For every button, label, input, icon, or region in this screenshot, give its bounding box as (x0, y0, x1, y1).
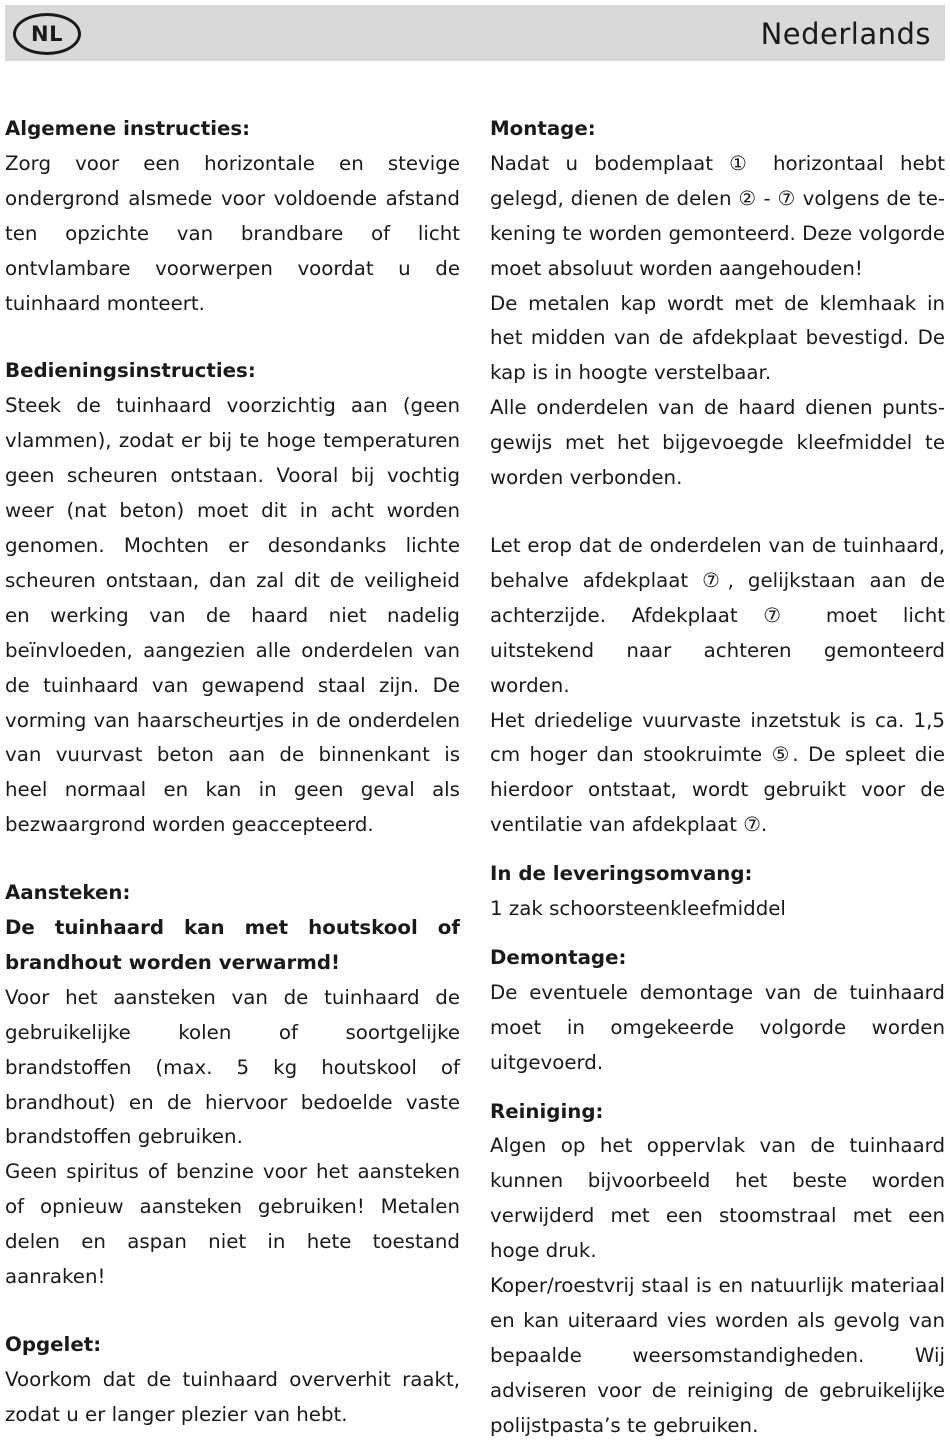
assembly-body-5: Het driedelige vuurvaste inzetstuk is ca. 1,5 cm hoger dan stookruimte ⑤. De spleet die hierdoor ontstaat, wordt gebruikt voor de ventilatie van afdekplaat ⑦. (490, 708, 945, 837)
right-column (490, 112, 945, 1444)
assembly-body-1: Nadat u bodemplaat ① horizontaal hebt gelegd, dienen de delen ② - ⑦ volgens de tekening te worden gemonteerd. Deze volgorde moet absoluut worden aangehouden! (490, 151, 945, 280)
left-column (5, 112, 460, 1433)
lighting-body-2: Geen spiritus of benzine voor het aansteken of opnieuw aansteken gebruiken! Metalen delen en aspan niet in hete toestand aanraken! (5, 1160, 460, 1289)
section-lighting (5, 876, 460, 1295)
section-title-operating: Bedieningsinstructies: (5, 359, 256, 383)
language-badge: NL (13, 13, 81, 55)
section-title-lighting: Aansteken: (5, 881, 131, 905)
section-cleaning (490, 1095, 945, 1444)
cleaning-body-1: Algen op het oppervlak van de tuinhaard kunnen bijvoorbeeld het beste worden verwijderd met een stoomstraal met een hoge druk. (490, 1134, 945, 1263)
section-title-disassembly: Demontage: (490, 945, 627, 969)
cleaning-body-2: Koper/roestvrij staal is en natuurlijk materiaal en kan uiteraard vies worden als gevolg van bepaalde weersomstandigheden. Wij adviseren voor de reiniging de gebruikelijke polijstpasta’s te gebruiken. (490, 1274, 945, 1437)
caution-body: Voorkom dat de tuinhaard oververhit raakt, zodat u er langer plezier van hebt. (5, 1367, 460, 1426)
lighting-body-1: Voor het aansteken van de tuinhaard de gebruikelijke kolen of soortgelijke brandstoffen (max. 5 kg houtskool of brandhout) en de hiervoor bedoelde vaste brandstoffen gebruiken. (5, 985, 460, 1149)
assembly-body-2: De metalen kap wordt met de klemhaak in het midden van de afdekplaat bevestigd. De kap is in hoogte verstelbaar. (490, 291, 945, 385)
section-operating (5, 354, 460, 843)
section-caution (5, 1328, 460, 1433)
delivery-body: 1 zak schoorsteenkleefmiddel (490, 897, 786, 921)
section-title-assembly: Montage: (490, 117, 596, 140)
assembly-body-4: Let erop dat de onderdelen van de tuinhaard, behalve afdekplaat ⑦, gelijkstaan aan de achterzijde. Afdekplaat ⑦ moet licht uitstekend naar achteren gemonteerd worden. (490, 533, 945, 697)
lighting-warning: De tuinhaard kan met houtskool of brandhout worden verwarmd! (5, 916, 460, 974)
language-title: Nederlands (760, 17, 931, 51)
page-header (5, 5, 945, 61)
section-disassembly (490, 941, 945, 1081)
section-general (5, 112, 460, 321)
assembly-body-3: Alle onderdelen van de haard dienen puntsgewijs met het bijgevoegde kleefmiddel te worden verbonden. (490, 396, 945, 490)
operating-body: Steek de tuinhaard voorzichtig aan (geen vlammen), zodat er bij te hoge temperaturen geen scheuren ontstaan. Vooral bij vochtig weer (nat beton) moet dit in acht worden genomen. Mochten er desondanks lichte scheuren ontstaan, dan zal dit de veiligheid en werking van de haard niet nadelig beïnvloeden, aangezien alle onderdelen van de tuinhaard van gewapend staal zijn. De vorming van haarscheurtjes in de onderdelen van vuurvast beton aan de binnenkant is heel normaal en kan in geen geval als bezwaargrond worden geaccepteerd. (5, 394, 460, 837)
section-delivery (490, 857, 945, 927)
section-title-delivery: In de leveringsomvang: (490, 862, 753, 886)
section-title-caution: Opgelet: (5, 1333, 102, 1356)
general-body: Zorg voor een horizontale en stevige ondergrond alsmede voor voldoende afstand ten opzichte van brandbare of licht ontvlambare voorwerpen voordat u de tuinhaard monteert. (5, 151, 460, 315)
disassembly-body: De eventuele demontage van de tuinhaard moet in omgekeerde volgorde worden uitgevoerd. (490, 980, 945, 1074)
section-assembly (490, 112, 945, 843)
section-title-cleaning: Reiniging: (490, 1099, 604, 1123)
section-title-general: Algemene instructies: (5, 117, 251, 140)
